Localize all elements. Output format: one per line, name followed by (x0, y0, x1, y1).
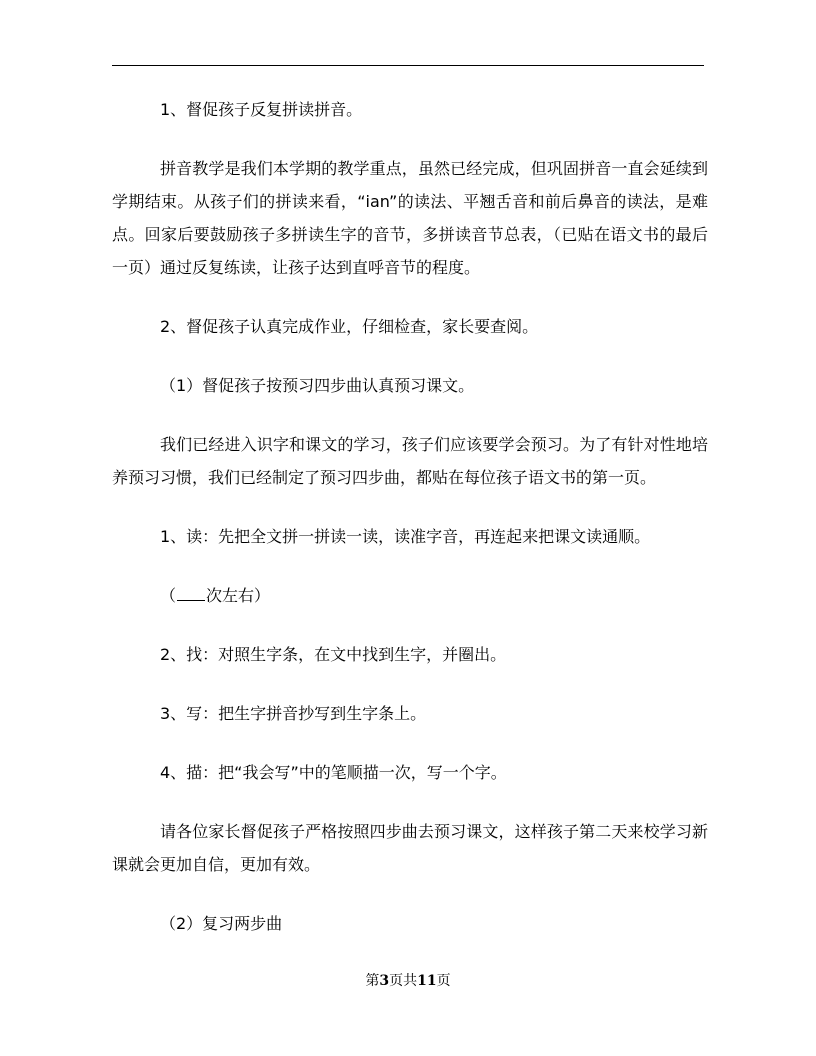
paragraph-6: 1、读：先把全文拼一拼读一读，读准字音，再连起来把课文读通顺。 (160, 527, 651, 546)
paragraph-2: 拼音教学是我们本学期的教学重点，虽然已经完成，但巩固拼音一直会延续到学期结束。从孩子们的拼读来看，“ian”的读法、平翘舌音和前后鼻音的读法，是难点。回家后要鼓励孩子多拼读生字的音节，多拼读音节总表，（已贴在语文书的最后一页）通过反复练读，让孩子达到直呼音节的程度。 (112, 159, 708, 277)
fill-in-blank (177, 586, 205, 601)
paragraph-12: （2）复习两步曲 (160, 914, 283, 933)
paragraph-9: 3、写：把生字拼音抄写到生字条上。 (160, 704, 427, 723)
footer-prefix: 第 (365, 973, 380, 989)
paragraph-7-close: 次左右） (206, 586, 271, 605)
footer-suffix: 页 (436, 973, 451, 989)
footer-middle: 页共 (389, 973, 418, 989)
document-body (112, 93, 708, 940)
header-rule (112, 65, 704, 66)
paragraph-3: 2、督促孩子认真完成作业，仔细检查，家长要查阅。 (160, 317, 539, 336)
paragraph-8: 2、找：对照生字条，在文中找到生字，并圈出。 (160, 645, 507, 664)
paragraph-4: （1）督促孩子按预习四步曲认真预习课文。 (160, 376, 475, 395)
footer-page-number: 3 (379, 973, 390, 989)
footer-total-pages: 11 (417, 973, 437, 989)
paragraph-7-open: （ (160, 586, 177, 605)
page-footer (0, 971, 816, 991)
paragraph-5: 我们已经进入识字和课文的学习，孩子们应该要学会预习。为了有针对性地培养预习习惯，我们已经制定了预习四步曲，都贴在每位孩子语文书的第一页。 (112, 435, 708, 487)
paragraph-11: 请各位家长督促孩子严格按照四步曲去预习课文，这样孩子第二天来校学习新课就会更加自信，更加有效。 (112, 822, 708, 874)
paragraph-10: 4、描：把“我会写”中的笔顺描一次，写一个字。 (160, 763, 507, 782)
paragraph-7 (112, 579, 708, 612)
paragraph-1: 1、督促孩子反复拼读拼音。 (160, 100, 363, 119)
